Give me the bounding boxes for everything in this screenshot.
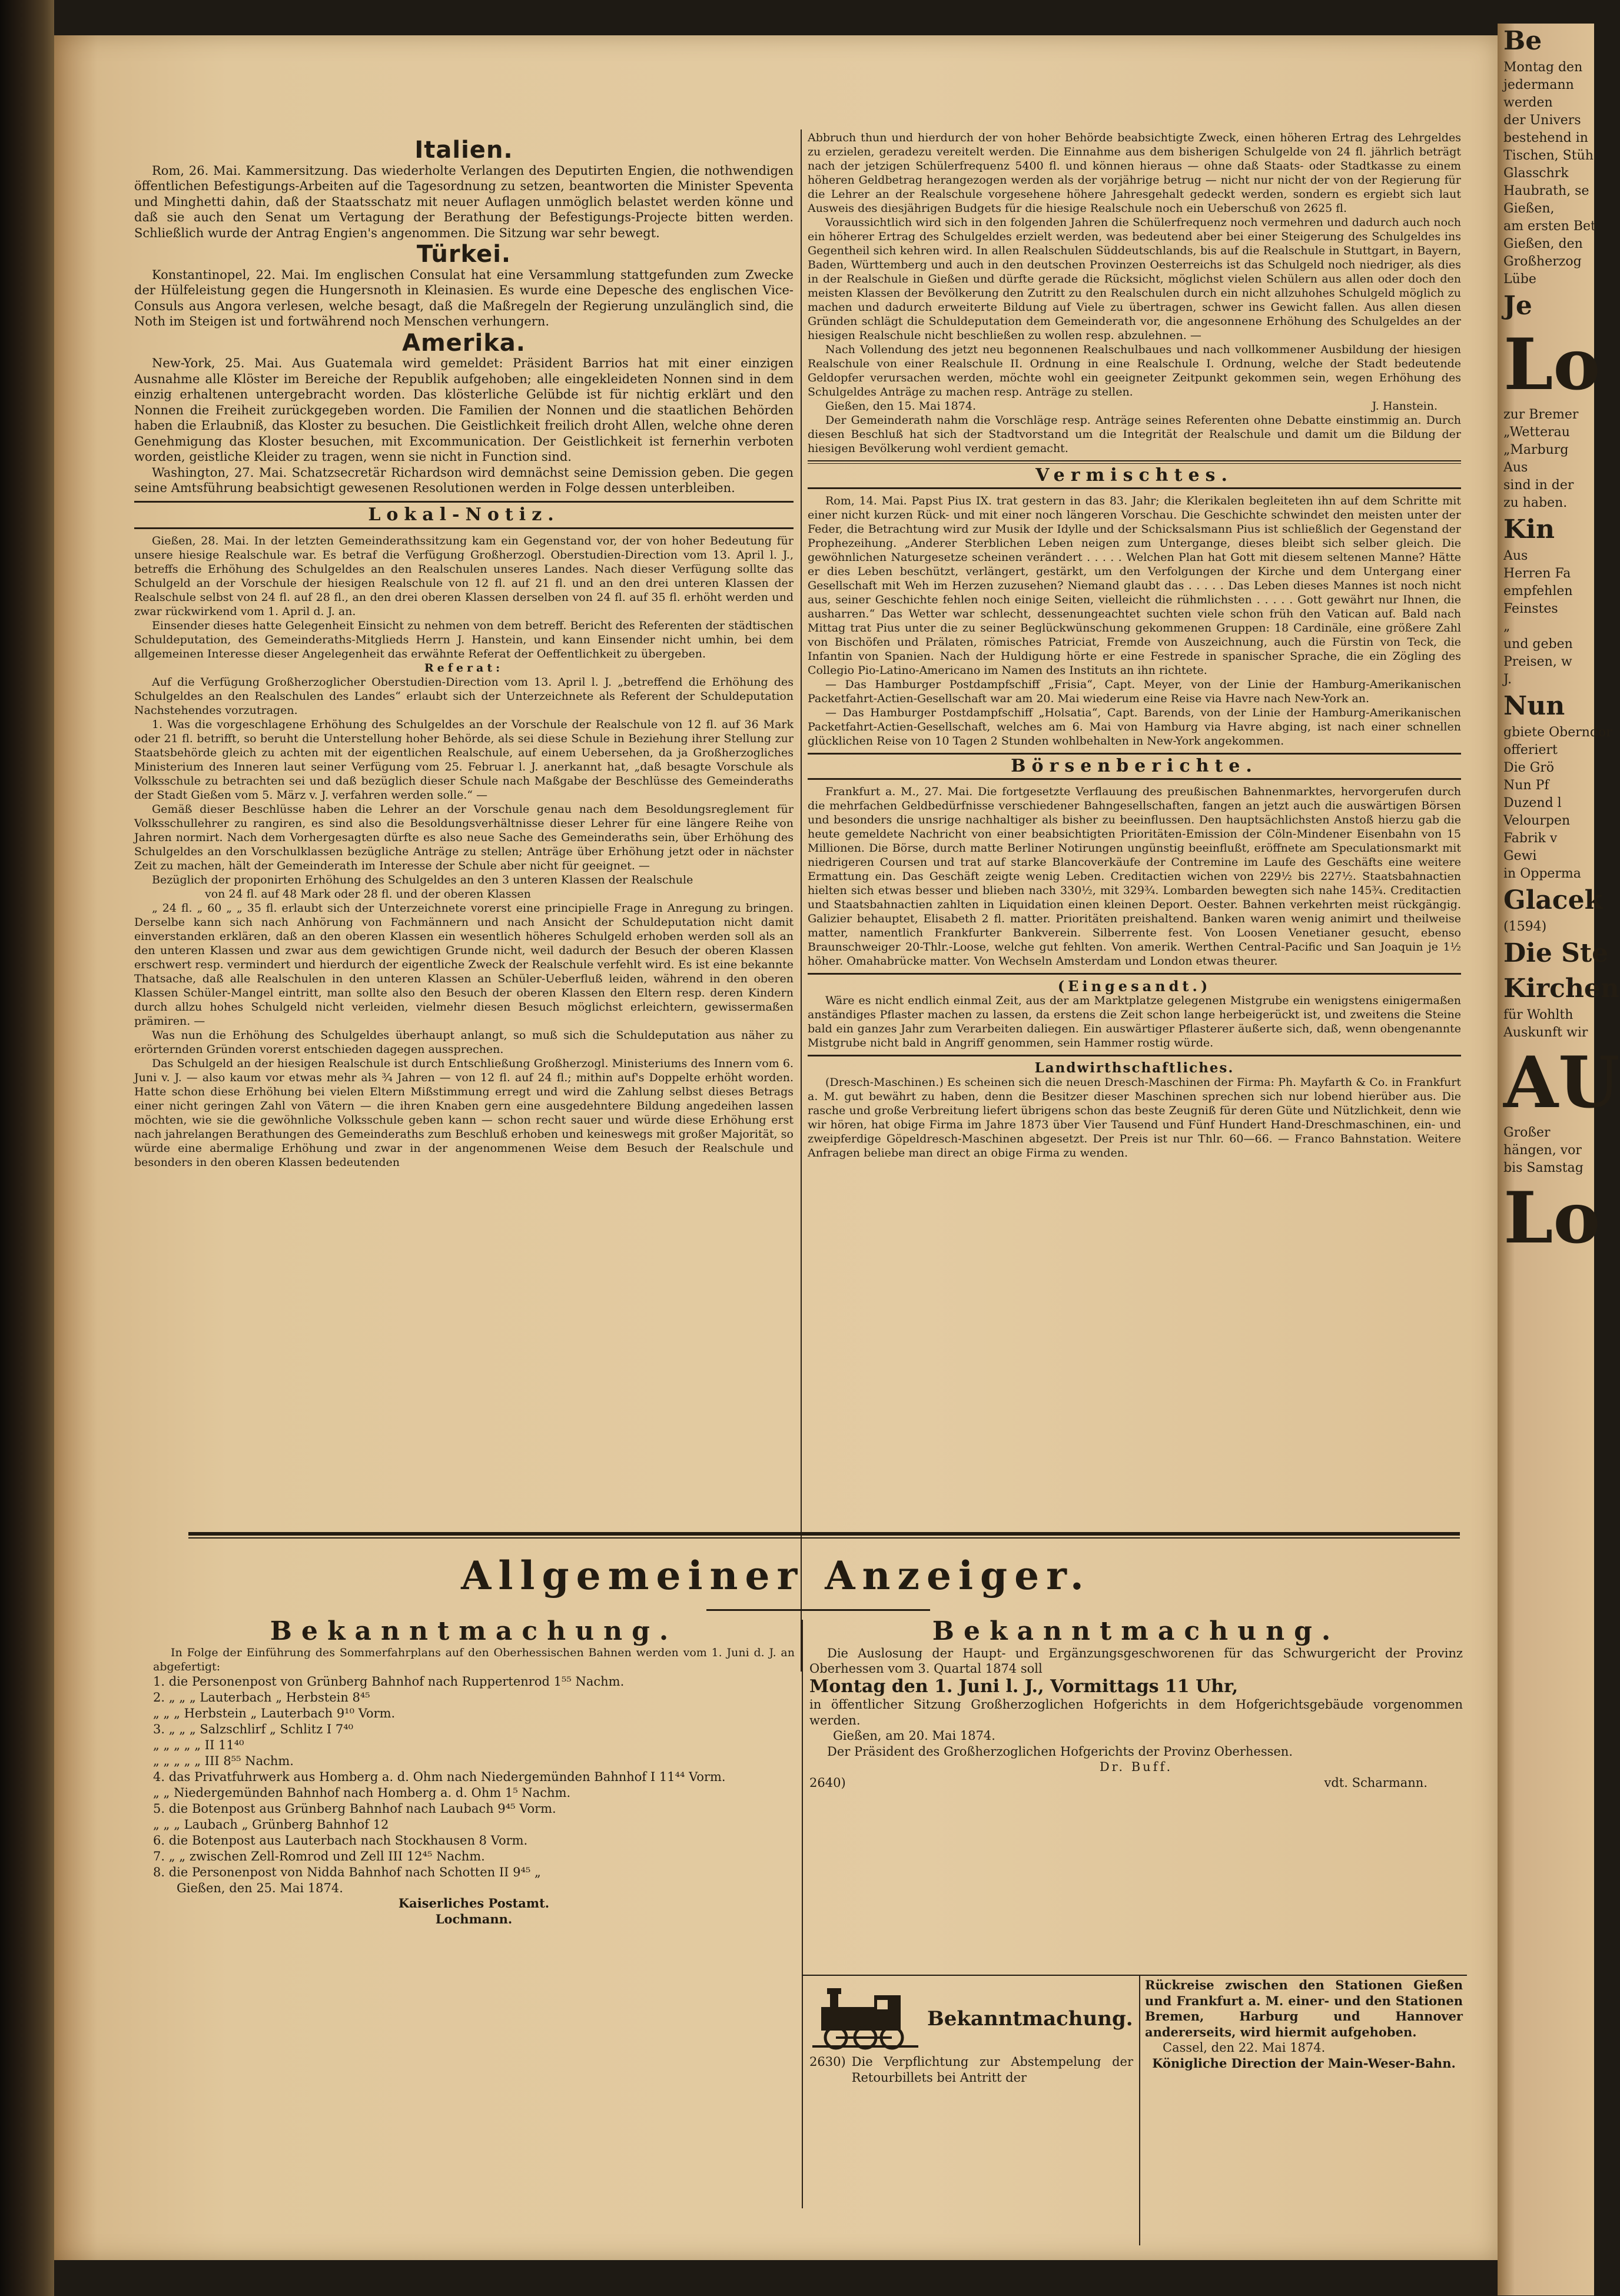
adjacent-text-line: „Marburg xyxy=(1503,443,1569,457)
bekanntmachung-date-bold: Montag den 1. Juni l. J., Vormittags 11 Uhr, xyxy=(809,1676,1239,1697)
article-amerika-newyork: New-York, 25. Mai. Aus Guatemala wird gemeldet: Präsident Barrios hat mit einer einzigen Ausnahme alle Klöster im Bereiche der Republik aufgehoben; alle eingekleideten Nonnen sind in dem einzig erhaltenen untergebracht worden. Das klösterliche Gelübde ist für nichtig erklärt und den Nonnen die Freiheit zurückgegeben worden. Die Familien der Nonnen und die staatlichen Behörden haben die Erlaubniß, das Kloster zu besuchen. Die Geistlichkeit freilich droht Allen, welche ohne deren Genehmigung das Kloster besuchen, mit Excommunication. Der Geistlichkeit ist fernerhin verboten worden, geistliche Kleider zu tragen, wenn sie nicht in Function sind. xyxy=(134,356,794,464)
bekanntmachung-date: Cassel, den 22. Mai 1874. xyxy=(1163,2041,1326,2055)
adjacent-text-line: „ xyxy=(1503,619,1511,634)
adjacent-text-line: Lo xyxy=(1503,323,1601,406)
section-heading-vermischtes: Vermischtes. xyxy=(1035,465,1233,486)
col2-paragraph: Nach Vollendung des jetzt neu begonnenen Realschulbaues und nach vollkommener Ausbildung der hiesigen Realschule von einer Realschule II. Ordnung in eine Realschule I. Ordnung, welche der Stadt bedeutende Geldopfer verursachen werden, möchte wohl ein geeigneter Zeitpunkt gekommen sein, wegen Erhöhung des Schulgeldes Anträge zu machen resp. Anträge zu stellen. xyxy=(808,343,1461,398)
adjacent-text-line: AU xyxy=(1503,1041,1620,1124)
adjacent-text-line: Glasschrk xyxy=(1503,166,1569,181)
section-heading-landwirth: Landwirthschaftliches. xyxy=(1034,1060,1234,1076)
bekanntmachung-bahn xyxy=(809,1983,1133,2085)
adjacent-text-line: Fabrik v xyxy=(1503,831,1558,846)
adjacent-text-line: Aus xyxy=(1503,549,1528,563)
schedule-line: 4. das Privatfuhrwerk aus Homberg a. d. Ohm nach Niedergemünden Bahnhof I 11⁴⁴ Vorm. xyxy=(153,1769,726,1784)
adjacent-text-line: Kirchen xyxy=(1503,973,1619,1004)
adjacent-text-line: Großer xyxy=(1503,1125,1551,1140)
adjacent-text-line: Be xyxy=(1503,26,1542,56)
schedule-line: „ „ „ „ „ II 11⁴⁰ xyxy=(153,1737,244,1752)
divider xyxy=(808,753,1461,755)
lokal-paragraph: 1. Was die vorgeschlagene Erhöhung des Schulgeldes an der Vorschule der Realschule von 12 fl. auf 36 Mark oder 21 fl. betrifft, so beruht die Unterstellung hoher Behörde, als sei diese Schule in Beziehung ihrer Stellung zur Staatsbehörde gleich zu achten mit der eigentlichen Realschule, auf einem Uebersehen, da ja Großherzogliches Ministerium des Inneren laut seiner Verfügung vom 25. Februar l. J. anerkannt hat, „daß besagte Vorschule als Volksschule zu betrachten sei und daß bezüglich dieser Schule nach Maßgabe der Beschlüsse des Gemeinderaths der Stadt Gießen vom 5. März v. J. verfahren werden solle.“ — xyxy=(134,718,794,802)
column-right xyxy=(808,131,1461,1160)
locomotive-icon xyxy=(809,1983,921,2054)
schedule-line: 5. die Botenpost aus Grünberg Bahnhof nach Laubach 9⁴⁵ Vorm. xyxy=(153,1801,556,1816)
adjacent-text-line: Kin xyxy=(1503,514,1555,544)
section-heading-lokal: Lokal-Notiz. xyxy=(368,504,560,525)
lokal-paragraph: Das Schulgeld an der hiesigen Realschule ist durch Entschließung Großherzogl. Ministeriums des Innern vom 6. Juni v. J. — also kaum vor etwas mehr als ¾ Jahren — von 12 fl. auf 24 fl.; mithin auf's Doppelte erhöht worden. Hatte schon diese Erhöhung bei vielen Eltern Mißstimmung erregt und wird die Zahlung selbst dieses Betrags einer nicht geringen Zahl von Vätern — die ihren Knaben gern eine ausgedehntere Bildung angedeihen lassen möchten, wie sie die gewöhnliche Volksschule geben kann — schon recht sauer und würde diese Erhöhung erst nach jahrelangen Berathungen des Gemeinderaths zum Beschluß erhoben und keineswegs mit großer Majorität, so würde eine abermalige Erhöhung und zwar in der angenommenen Weise dem Besuch der Realschule und besonders in den oberen Klassen bedeutenden xyxy=(134,1057,794,1169)
bekanntmachung-bahn-cont xyxy=(1145,1978,1463,2071)
bekanntmachung-signer: Der Präsident des Großherzoglichen Hofgerichts der Provinz Oberhessen. xyxy=(827,1744,1293,1759)
anzeiger-column-divider xyxy=(802,1620,803,2208)
adjacent-text-line: Lübe xyxy=(1503,272,1536,287)
adjacent-text-line: (1594) xyxy=(1503,919,1547,934)
adjacent-text-line: werden xyxy=(1503,95,1553,110)
adjacent-text-line: für Wohlth xyxy=(1503,1008,1573,1022)
column-divider xyxy=(801,129,802,1672)
lokal-paragraph: Auf die Verfügung Großherzoglicher Oberstudien-Direction vom 13. April l. J. „betreffend die Erhöhung des Schulgeldes an den Realschulen des Landes“ erlaubt sich der Unterzeichnete als Referent der Schuldeputation Nachstehendes vorzutragen. xyxy=(134,676,794,717)
bekanntmachung-vdt: vdt. Scharmann. xyxy=(1324,1775,1428,1790)
bekanntmachung-text: Rückreise zwischen den Stationen Gießen und Frankfurt a. M. einer- und den Stationen Bremen, Harburg und Hannover andererseits, wird hiermit aufgehoben. xyxy=(1145,1978,1463,2039)
schedule-line: 2. „ „ „ Lauterbach „ Herbstein 8⁴⁵ xyxy=(153,1690,370,1704)
landwirth-paragraph: (Dresch-Maschinen.) Es scheinen sich die neuen Dresch-Maschinen der Firma: Ph. Mayfarth & Co. in Frankfurt a. M. gut bewährt zu haben, denn die Besitzer dieser Maschinen sprechen sich nur lobend hierüber aus. Die rasche und große Verbreitung liefert übrigens schon das beste Zeugniß für deren Güte und Nützlichkeit, denn wie wir hören, hat obige Firma im Jahre 1873 über Vier Tausend und Fünf Hundert Hand-Dreschmaschinen, ein- und zweipferdige Göpeldresch-Maschinen abgesetzt. Der Preis ist nur Thlr. 60—66. — Franco Bahnstation. Weitere Anfragen beliebe man direct an obige Firma zu wenden. xyxy=(808,1076,1461,1159)
bekanntmachung-number: 2640) xyxy=(809,1775,846,1790)
section-heading-amerika: Amerika. xyxy=(402,329,526,357)
signature-place: Gießen, den 15. Mai 1874. xyxy=(825,400,976,413)
bahn-header xyxy=(809,1983,1133,2054)
schedule-line: „ „ Niedergemünden Bahnhof nach Homberg a. d. Ohm 1⁵ Nachm. xyxy=(153,1785,571,1800)
adjacent-text-line: Haubrath, se xyxy=(1503,184,1589,198)
divider xyxy=(1139,1975,1140,2245)
bekanntmachung-title: Bekanntmachung. xyxy=(927,2006,1133,2031)
adjacent-text-line: und geben xyxy=(1503,637,1573,652)
lokal-paragraph: von 24 fl. auf 48 Mark oder 28 fl. und der oberen Klassen xyxy=(205,888,531,901)
section-heading-eingesandt: (Eingesandt.) xyxy=(1057,978,1211,995)
bekanntmachung-signer: Kaiserliches Postamt. xyxy=(398,1896,550,1910)
adjacent-text-line: der Univers xyxy=(1503,113,1581,128)
section-heading-tuerkei: Türkei. xyxy=(416,241,512,268)
divider xyxy=(802,1975,1467,1976)
adjacent-text-line: Preisen, w xyxy=(1503,654,1572,669)
bekanntmachung-title: Bekanntmachung. xyxy=(932,1616,1340,1646)
bekanntmachung-intro: In Folge der Einführung des Sommerfahrplans auf den Oberhessischen Bahnen werden vom 1. Juni d. J. an abgefertigt: xyxy=(153,1646,795,1673)
divider xyxy=(808,460,1461,464)
adjacent-text-line: sind in der xyxy=(1503,478,1574,493)
schedule-line: „ „ „ „ „ III 8⁵⁵ Nachm. xyxy=(153,1753,294,1768)
adjacent-text-line: Nun Pf xyxy=(1503,778,1549,793)
schedule-line: 8. die Personenpost von Nidda Bahnhof nach Schotten II 9⁴⁵ „ xyxy=(153,1865,541,1879)
adjacent-text-line: zu haben. xyxy=(1503,496,1568,510)
adjacent-text-line: Duzend l xyxy=(1503,796,1562,810)
article-italien: Rom, 26. Mai. Kammersitzung. Das wiederholte Verlangen des Deputirten Engien, die nothwendigen öffentlichen Befestigungs-Arbeiten auf die Tagesordnung zu setzen, beantworten die Minister Speventa und Minghetti dahin, daß der Staatsschatz mit neuer Auflagen unmöglich belastet werden könne und daß sie auch den Senat um Vertagung der Berathung der Befestigungs-Projecte bitten werden. Schließlich wurde der Antrag Engien's angenommen. Die Sitzung war sehr bewegt. xyxy=(134,163,794,240)
bekanntmachung-date: Gießen, am 20. Mai 1874. xyxy=(833,1729,995,1743)
eingesandt-paragraph: Wäre es nicht endlich einmal Zeit, aus der am Marktplatze gelegenen Mistgrube ein wenigstens einigermaßen anständiges Pflaster machen zu lassen, da erstens die Zeit schon lange herbeigerückt ist, und zweitens die Steine bald ein ganzes Jahr zum Verarbeiten daliegen. Ein auswärtiger Pflasterer äußerte sich, daß, wenn obengenannte Mistgrube nicht bald in Angriff genommen, sein Hammer rostig würde. xyxy=(808,994,1461,1049)
adjacent-text-line: Nun xyxy=(1503,691,1565,721)
adjacent-text-line: Aus xyxy=(1503,460,1528,475)
adjacent-text-line: Lo xyxy=(1503,1177,1601,1260)
article-tuerkei: Konstantinopel, 22. Mai. Im englischen Consulat hat eine Versammlung stattgefunden zum Zwecke der Hülfeleistung gegen die Hungersnoth in Kleinasien. Es wurde eine Depesche des englischen Vice-Consuls aus Angora verlesen, welche besagt, daß die Maßregeln der Regierung unzulänglich sind, die Noth im Steigen ist und fortwährend noch Menschen verhungern. xyxy=(134,267,794,328)
adjacent-text-line: Gießen, den xyxy=(1503,237,1583,251)
schedule-line: „ „ „ Herbstein „ Lauterbach 9¹⁰ Vorm. xyxy=(153,1706,396,1720)
bekanntmachung-number: 2630) xyxy=(809,2055,846,2069)
lokal-paragraph: „ 24 fl. „ 60 „ „ 35 fl. erlaubt sich der Unterzeichnete vorerst eine principielle Frage in Anregung zu bringen. Derselbe kann sich nach Anhörung von Fachmännern und nach Ansicht der Schuldeputation nicht damit einverstanden erklären, daß an den oberen Klassen ein wesentlich höheres Schulgeld erhoben werden soll als an den unteren Klassen und zwar aus dem gewichtigen Grunde nicht, weil dadurch der Besuch der oberen Klassen erschwert resp. vermindert und hierdurch der eigentliche Zweck der Realschule verfehlt wird. Es ist eine bekannte Thatsache, daß alle Realschulen in den unteren Klassen an Schüler-Ueberfluß leiden, während in den oberen Klassen Schüler-Mangel eintritt, man sollte also den Besuch der oberen Klassen den Eltern resp. deren Kindern durch allzu hohes Schulgeld nicht verleiden, vielmehr diesen Besuch möglichst erleichtern, gewissermaßen prämiren. — xyxy=(134,902,794,1028)
adjacent-text-line: J. xyxy=(1503,672,1512,687)
adjacent-text-line: zur Bremer xyxy=(1503,407,1579,422)
bekanntmachung-signer-name: Dr. Buff. xyxy=(1099,1760,1173,1774)
divider xyxy=(134,501,794,503)
adjacent-text-line: Glacek xyxy=(1503,885,1603,915)
lokal-paragraph: Gemäß dieser Beschlüsse haben die Lehrer an der Vorschule genau nach dem Besoldungsreglement für Volksschullehrer zu rangiren, es sind also die Besoldungsverhältnisse dieser Lehrer für eine längere Reihe von Jahren normirt. Nach dem Vorhergesagten dürfte es also neue Sache des Gemeinderaths sein, über Erhöhung des Schulgeldes an den Vorschulklassen bezügliche Anträge zu stellen; Anträge über Erhöhung jetzt oder in nächster Zeit zu machen, hält der Gemeinderath im Interesse der Schule aber nicht für geeignet. — xyxy=(134,803,794,872)
adjacent-text-line: Feinstes xyxy=(1503,602,1558,616)
bekanntmachung-signer: Königliche Direction der Main-Weser-Bahn. xyxy=(1152,2055,1456,2071)
adjacent-text-line: Großherzog xyxy=(1503,254,1582,269)
adjacent-text-line: Die Grö xyxy=(1503,760,1555,775)
adjacent-page-text xyxy=(1498,24,1620,1260)
adjacent-text-line: Montag den xyxy=(1503,60,1583,75)
divider xyxy=(808,973,1461,975)
adjacent-text-line: bis Samstag xyxy=(1503,1161,1584,1175)
section-heading-italien: Italien. xyxy=(414,137,513,164)
lokal-body xyxy=(134,534,794,1169)
divider xyxy=(808,778,1461,780)
section-heading-boerse: Börsenberichte. xyxy=(1011,756,1258,776)
bekanntmachung-text: Die Auslosung der Haupt- und Ergänzungsgeschworenen für das Schwurgericht der Provinz Oberhessen vom 3. Quartal 1874 soll xyxy=(809,1646,1463,1676)
vermischtes-paragraph: — Das Hamburger Postdampfschiff „Holsatia“, Capt. Barends, von der Linie der Hamburg-Amerikanischen Packetfahrt-Actien-Gesellschaft, welches am 6. Mai von Hamburg via Havre abging, ist nach einer schnellen glücklichen Reise von 10 Tagen 2 Stunden wohlbehalten in New-York angekommen. xyxy=(808,706,1461,747)
bekanntmachung-text: in öffentlicher Sitzung Großherzoglichen Hofgerichts in dem Hofgerichtsgebäude vorgenommen werden. xyxy=(809,1697,1463,1727)
divider xyxy=(134,527,794,529)
bekanntmachung-signer-name: Lochmann. xyxy=(435,1911,513,1926)
anzeiger-title: Allgemeiner Anzeiger. xyxy=(461,1553,1091,1599)
adjacent-text-line: Velourpen xyxy=(1503,813,1571,828)
adjacent-text-line: Die Ste xyxy=(1503,938,1609,968)
col2-paragraph: Abbruch thun und hierdurch der von hoher Behörde beabsichtigte Zweck, einen höheren Ertrag des Lehrgeldes zu erzielen, geradezu vereitelt werden. Die Einnahme aus dem bisherigen Schulgelde von 24 fl. jährlich beträgt nach der jetzigen Schülerfrequenz 5400 fl. und können hieraus — ohne daß Staats- oder Stadtkasse zu einem höheren Geldbetrag herangezogen werden als der vorjährige betrug — nicht nur nicht der von der Regierung für die Lehrer an der Realschule vorgesehene höhere Jahresgehalt gedeckt werden, sondern es ergiebt sich laut Ausweis des diesjährigen Budgets für die hiesige Realschule noch ein Ueberschuß von 2625 fl. xyxy=(808,131,1461,215)
adjacent-text-line: Gewi xyxy=(1503,849,1537,863)
adjacent-text-line: hängen, vor xyxy=(1503,1143,1582,1158)
bekanntmachung-gericht xyxy=(809,1616,1463,1790)
bekanntmachung-text: Die Verpflichtung zur Abstempelung der Retourbillets bei Antritt der xyxy=(851,2055,1133,2085)
col2-paragraph: Der Gemeinderath nahm die Vorschläge resp. Anträge seines Referenten ohne Debatte einstimmig an. Durch diesen Beschluß hat sich der Stadtvorstand um die Integrität der Realschule und damit um die Bildung der hiesigen Bevölkerung wohl verdient gemacht. xyxy=(808,414,1461,455)
adjacent-text-line: Gießen, xyxy=(1503,201,1555,216)
adjacent-text-line: Herren Fa xyxy=(1503,566,1571,581)
col2-paragraph: Voraussichtlich wird sich in den folgenden Jahren die Schülerfrequenz noch vermehren und dadurch auch noch ein höherer Ertrag des Schulgeldes erzielt werden, was bedeutend aber bei einer Steigerung des Schulgeldes ins Gegentheil sich kehren wird. In allen Realschulen Süddeutschlands, bis auf die Realschule in Stuttgart, in Bayern, Baden, Württemberg und auch in den deutschen Provinzen Oesterreichs ist das Schulgeld noch niedriger, als dies in der Realschule in Gießen und dürfte gerade die Rücksicht, möglichst vielen Schülern aus allen oder doch den meisten Klassen der Bevölkerung den Zutritt zu den Realschulen durch ein nicht allzuhohes Schulgeld möglich zu machen und dadurch erweiterte Bildung auf Viele zu übertragen, schwer ins Gewicht fallen. Aus allen diesen Gründen schlägt die Schuldeputation dem Gemeinderath vor, die angesonnene Erhöhung des Schulgeldes an der hiesigen Realschule nicht beschließen zu wollen resp. abzulehnen. — xyxy=(808,216,1461,342)
adjacent-text-line: bestehend in xyxy=(1503,131,1588,145)
bekanntmachung-post xyxy=(153,1616,795,1927)
adjacent-text-line: in Opperma xyxy=(1503,866,1581,881)
column-left xyxy=(134,137,794,1169)
adjacent-text-line: offeriert xyxy=(1503,743,1558,757)
adjacent-page xyxy=(1498,24,1620,2295)
adjacent-text-line: jedermann xyxy=(1503,78,1574,92)
schedule-line: 3. „ „ „ Salzschlirf „ Schlitz I 7⁴⁰ xyxy=(153,1722,354,1736)
lokal-paragraph: Bezüglich der proponirten Erhöhung des Schulgeldes an den 3 unteren Klassen der Realschule xyxy=(152,873,693,886)
vermischtes-paragraph: — Das Hamburger Postdampfschiff „Frisia“, Capt. Meyer, von der Linie der Hamburg-Amerikanischen Packetfahrt-Actien-Gesellschaft war am 20. Mai wiederum eine Reise via Havre nach New-York an. xyxy=(808,678,1461,705)
adjacent-text-line: empfehlen xyxy=(1503,584,1573,599)
lokal-paragraph: Einsender dieses hatte Gelegenheit Einsicht zu nehmen von dem betreff. Bericht des Referenten der städtischen Schuldeputation, des Gemeinderaths-Mitglieds Herrn J. Hanstein, und kann Einsender nicht umhin, bei dem allgemeinen Interesse dieser Angelegenheit das erwähnte Referat der Oeffentlichkeit zu übergeben. xyxy=(134,619,794,660)
adjacent-text-line: gbiete Oberndor xyxy=(1503,725,1612,740)
divider xyxy=(808,487,1461,489)
boerse-paragraph: Frankfurt a. M., 27. Mai. Die fortgesetzte Verflauung des preußischen Bahnenmarktes, hervorgerufen durch die mehrfachen Geldbedürfnisse verschiedener Bahngesellschaften, fangen an jetzt auch die auswärtigen Börsen und besonders die unsrige nachhaltiger als bisher zu beeinflussen. Den hauptsächlichsten Anstoß hierzu gab die heute gemeldete Nachricht von einer beabsichtigten Prioritäten-Emission der Cöln-Mindener Eisenbahn von 15 Millionen. Die Börse, durch matte Berliner Notirungen ungünstig beeinflußt, eröffnete am Speculationsmarkt mit niedrigeren Coursen und trat auf starke Blancoverkäufe der Contremine im Laufe des Geschäfts eine weitere Ermattung ein. Das Geschäft zeigte wenig Leben. Creditactien wichen von 229½ bis 227½. Staatsbahnactien hielten sich etwas besser und blieben nach 330½, mit 329¾. Lombarden bewegten sich nahe 145¾. Creditactien und Staatsbahnactien zahlten in Liquidation einen kleinen Deport. Oester. Bahnen verkehrten meist rückgängig. Galizier behauptet, Elisabeth 2 fl. matter. Prioritäten preishaltend. Banken waren wenig animirt und theilweise matter, namentlich Frankfurter Bankverein. Silberrente fest. Von Loosen Venetianer gesucht, ebenso Braunschweiger 20-Thlr.-Loose, welche gut fehlten. Von amerik. Werthen Central-Pacific und San Joaquin je 1½ höher. Omahabrücke matter. Von Wechseln Amsterdam und London etwas theurer. xyxy=(808,785,1461,968)
lokal-paragraph: Gießen, 28. Mai. In der letzten Gemeinderathssitzung kam ein Gegenstand vor, der von hoher Bedeutung für unsere hiesige Realschule war. Es betraf die Verfügung Großherzogl. Oberstudien-Direction vom 13. April l. J., betreffs die Erhöhung des Schulgeldes an den Realschulen unseres Landes. Nach dieser Verfügung sollte das Schulgeld an der Vorschule der hiesigen Realschule von 12 fl. auf 21 fl. und an den drei unteren Klassen der Realschule selbst von 24 fl. auf 28 fl., an den drei oberen Klassen derselben von 24 fl. auf 35 fl. erhöht werden und zwar rückwirkend vom 1. April d. J. an. xyxy=(134,534,794,618)
book-spine xyxy=(0,0,54,2296)
post-schedule-list xyxy=(153,1674,795,1880)
lokal-paragraph: Was nun die Erhöhung des Schulgeldes überhaupt anlangt, so muß sich die Schuldeputation aus näher zu erörternden Gründen vorerst entschieden dagegen aussprechen. xyxy=(134,1029,794,1056)
schedule-line: „ „ „ Laubach „ Grünberg Bahnhof 12 xyxy=(153,1817,389,1832)
bahn-text-row xyxy=(809,2054,1133,2085)
anzeiger-top-rule xyxy=(188,1532,1460,1539)
anzeiger-title-underline xyxy=(706,1609,930,1611)
vermischtes-paragraph: Rom, 14. Mai. Papst Pius IX. trat gestern in das 83. Jahr; die Klerikalen begleiteten ihn auf dem Schritte mit einer nicht kurzen Rück- und mit einer noch längeren Vorschau. Die Geschichte schwindet den meisten unter der Feder, die Betrachtung wird zur Musik der Idylle und der Schicksalsmann Pius ist schließlich der Gegenstand der Prophezeihung. „Anderer Sterblichen Leben neigen zum Untergange, dieses bleibt sich selber gleich. Die gewöhnlichen Naturgesetze scheinen verändert . . . . . Welchen Plan hat Gott mit diesem seltenen Manne? Hätte er dies Leben beschützt, verlängert, gestärkt, um den Verfolgungen der Kirche und dem Untergang einer Gesellschaft mit Weh im Herzen zuzusehen? Niemand glaubt das . . . . . Das Leben dieses Mannes ist noch nicht aus, seiner Geschichte fehlen noch einige Seiten, vielleicht die rühmlichsten . . . . . Gott gewährt nur Ihnen, die ausharren.“ Das Wetter war schlecht, dessenungeachtet suchten viele schon früh den Vatican auf. Bald nach Mittag trat Pius unter die zu seiner Beglückwünschung gekommenen Gruppen: 18 Cardinäle, eine größere Zahl von Bischöfen und Prälaten, römisches Patriciat, Fremde von Auszeichnung, auch die Fürstin von Teck, die Infantin von Spanien. Nach der Huldigung hörte er eine Festrede in spanischer Sprache, die ein Zögling des Collegio Pio-Latino-Americano im Namen des Instituts an ihn richtete. xyxy=(808,494,1461,677)
divider xyxy=(808,1055,1461,1056)
adjacent-text-line: „Wetterau xyxy=(1503,425,1570,440)
adjacent-text-line: Je xyxy=(1503,291,1532,321)
adjacent-text-line: am ersten Bet xyxy=(1503,219,1596,234)
bekanntmachung-date: Gießen, den 25. Mai 1874. xyxy=(177,1880,343,1895)
bekanntmachung-title: Bekanntmachung. xyxy=(270,1616,678,1646)
adjacent-text-line: Auskunft wir xyxy=(1503,1025,1588,1040)
schedule-line: 1. die Personenpost von Grünberg Bahnhof nach Ruppertenrod 1⁵⁵ Nachm. xyxy=(153,1674,625,1689)
signature-name: J. Hanstein. xyxy=(1372,400,1438,413)
referat-heading: Referat: xyxy=(424,662,504,674)
bekanntmachung-footer xyxy=(809,1775,1463,1791)
schedule-line: 6. die Botenpost aus Lauterbach nach Stockhausen 8 Vorm. xyxy=(153,1833,528,1848)
referat-signature xyxy=(808,399,1461,413)
schedule-line: 7. „ „ zwischen Zell-Romrod und Zell III 12⁴⁵ Nachm. xyxy=(153,1849,485,1863)
adjacent-text-line: Tischen, Stüh xyxy=(1503,148,1594,163)
article-amerika-washington: Washington, 27. Mai. Schatzsecretär Richardson wird demnächst seine Demission geben. Die gegen seine Amtsführung beabsichtigt gewesenen Resolutionen werden in Folge dessen unterbleiben. xyxy=(134,465,794,495)
